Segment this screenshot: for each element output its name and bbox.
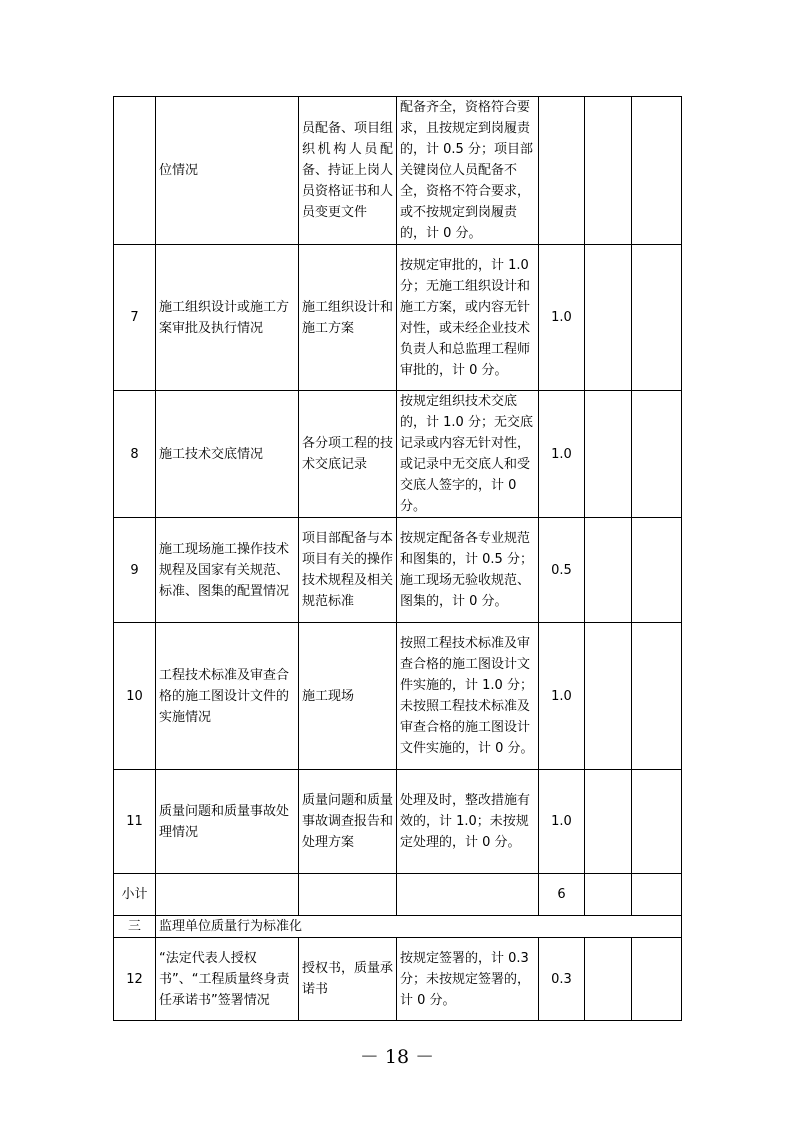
section-number: 三 bbox=[114, 916, 156, 938]
item-cell: 工程技术标准及审查合格的施工图设计文件的实施情况 bbox=[156, 623, 299, 770]
empty-cell bbox=[585, 391, 632, 518]
row-number: 9 bbox=[114, 518, 156, 623]
criteria-cell: 处理及时，整改措施有效的，计 1.0；未按规定处理的，计 0 分。 bbox=[397, 770, 539, 874]
basis-cell: 授权书，质量承诺书 bbox=[299, 938, 397, 1021]
item-cell: “法定代表人授权书”、“工程质量终身责任承诺书”签署情况 bbox=[156, 938, 299, 1021]
empty-cell bbox=[632, 623, 682, 770]
empty-cell bbox=[632, 518, 682, 623]
empty-cell bbox=[585, 874, 632, 916]
section-header-row bbox=[114, 916, 682, 938]
empty-cell bbox=[585, 770, 632, 874]
item-cell: 施工现场施工操作技术规程及国家有关规范、标准、图集的配置情况 bbox=[156, 518, 299, 623]
empty-cell bbox=[585, 518, 632, 623]
subtotal-score: 6 bbox=[539, 874, 585, 916]
criteria-cell: 按规定审批的，计 1.0 分；无施工组织设计和施工方案，或内容无针对性，或未经企业技术负责人和总监理工程师审批的，计 0 分。 bbox=[397, 245, 539, 391]
basis-cell: 质量问题和质量事故调查报告和处理方案 bbox=[299, 770, 397, 874]
evaluation-table bbox=[113, 96, 682, 1021]
empty-cell bbox=[632, 97, 682, 245]
empty-cell bbox=[585, 938, 632, 1021]
basis-cell: 各分项工程的技术交底记录 bbox=[299, 391, 397, 518]
item-cell: 施工组织设计或施工方案审批及执行情况 bbox=[156, 245, 299, 391]
empty-cell bbox=[632, 245, 682, 391]
criteria-cell: 按规定签署的，计 0.3 分；未按规定签署的，计 0 分。 bbox=[397, 938, 539, 1021]
page-number: － 18 － bbox=[359, 1046, 435, 1068]
table-row bbox=[114, 391, 682, 518]
subtotal-label: 小计 bbox=[114, 874, 156, 916]
row-number bbox=[114, 97, 156, 245]
item-cell: 施工技术交底情况 bbox=[156, 391, 299, 518]
item-cell: 位情况 bbox=[156, 97, 299, 245]
table-row bbox=[114, 97, 682, 245]
section-title: 监理单位质量行为标准化 bbox=[156, 916, 682, 938]
table-row bbox=[114, 770, 682, 874]
empty-cell bbox=[585, 623, 632, 770]
empty-cell bbox=[585, 245, 632, 391]
score-cell: 1.0 bbox=[539, 391, 585, 518]
score-cell: 1.0 bbox=[539, 770, 585, 874]
empty-cell bbox=[397, 874, 539, 916]
criteria-cell: 按照工程技术标准及审查合格的施工图设计文件实施的，计 1.0 分；未按照工程技术标准及审查合格的施工图设计文件实施的，计 0 分。 bbox=[397, 623, 539, 770]
score-cell bbox=[539, 97, 585, 245]
table-row bbox=[114, 245, 682, 391]
basis-cell: 施工现场 bbox=[299, 623, 397, 770]
empty-cell bbox=[299, 874, 397, 916]
empty-cell bbox=[632, 874, 682, 916]
basis-cell: 施工组织设计和施工方案 bbox=[299, 245, 397, 391]
table-row bbox=[114, 518, 682, 623]
table-row bbox=[114, 623, 682, 770]
row-number: 12 bbox=[114, 938, 156, 1021]
empty-cell bbox=[632, 391, 682, 518]
score-cell: 1.0 bbox=[539, 623, 585, 770]
empty-cell bbox=[632, 770, 682, 874]
score-cell: 0.3 bbox=[539, 938, 585, 1021]
row-number: 11 bbox=[114, 770, 156, 874]
empty-cell bbox=[156, 874, 299, 916]
row-number: 10 bbox=[114, 623, 156, 770]
score-cell: 1.0 bbox=[539, 245, 585, 391]
basis-cell: 项目部配备与本项目有关的操作技术规程及相关规范标准 bbox=[299, 518, 397, 623]
criteria-cell: 按规定配备各专业规范和图集的，计 0.5 分；施工现场无验收规范、图集的，计 0 分。 bbox=[397, 518, 539, 623]
score-cell: 0.5 bbox=[539, 518, 585, 623]
item-cell: 质量问题和质量事故处理情况 bbox=[156, 770, 299, 874]
table-row bbox=[114, 938, 682, 1021]
basis-cell: 员配备、项目组织机构人员配备、持证上岗人员资格证书和人员变更文件 bbox=[299, 97, 397, 245]
row-number: 7 bbox=[114, 245, 156, 391]
criteria-cell: 配备齐全，资格符合要求，且按规定到岗履责的，计 0.5 分；项目部关键岗位人员配备不全，资格不符合要求，或不按规定到岗履责的，计 0 分。 bbox=[397, 97, 539, 245]
empty-cell bbox=[632, 938, 682, 1021]
row-number: 8 bbox=[114, 391, 156, 518]
empty-cell bbox=[585, 97, 632, 245]
subtotal-row bbox=[114, 874, 682, 916]
criteria-cell: 按规定组织技术交底的，计 1.0 分；无交底记录或内容无针对性，或记录中无交底人和受交底人签字的，计 0 分。 bbox=[397, 391, 539, 518]
